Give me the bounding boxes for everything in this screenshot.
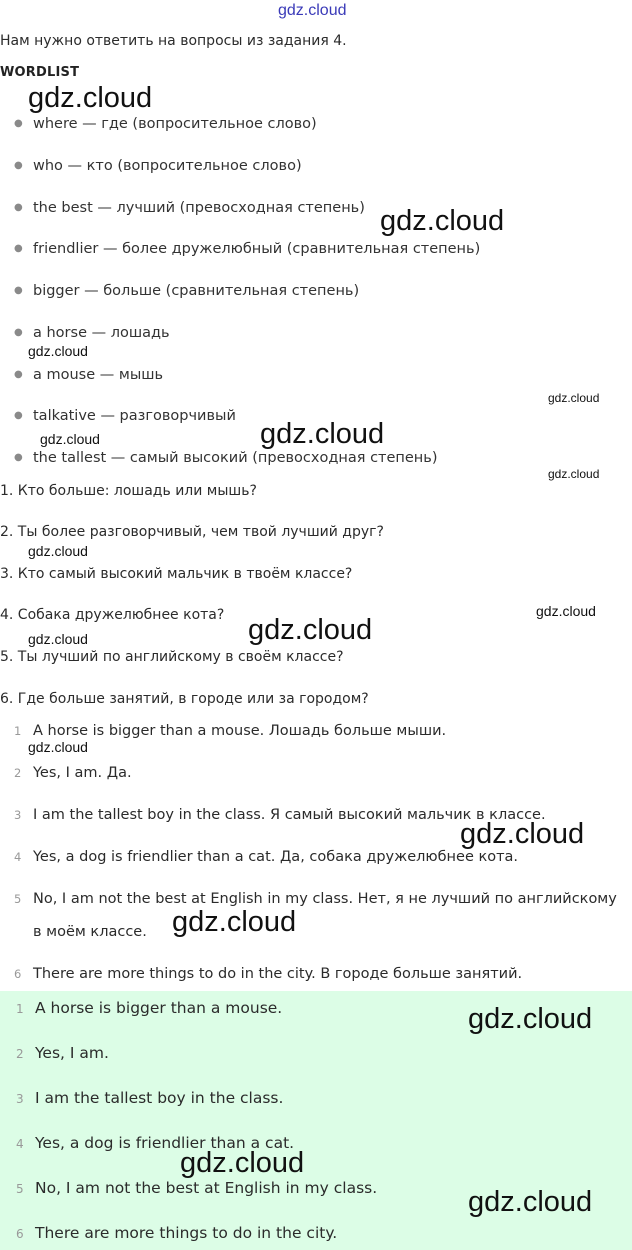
watermark-top: gdz.cloud: [278, 2, 347, 19]
bullet-icon: ●: [14, 285, 23, 296]
answer-item: [14, 723, 446, 739]
final-answer-item: [16, 999, 282, 1017]
answer-item: [14, 891, 617, 940]
answer-number: 3: [14, 808, 22, 822]
wordlist-item-text: friendlier — более дружелюбный (сравнительная степень): [33, 241, 481, 257]
watermark: gdz.cloud: [28, 739, 88, 755]
bullet-icon: ●: [14, 118, 23, 129]
watermark: gdz.cloud: [536, 603, 596, 619]
wordlist-item-text: bigger — больше (сравнительная степень): [33, 283, 360, 299]
bullet-icon: ●: [14, 243, 23, 254]
final-answer-text: Yes, a dog is friendlier than a cat.: [35, 1134, 295, 1152]
wordlist-item: [14, 450, 438, 466]
wordlist-item: [14, 116, 317, 132]
final-answer-item: [16, 1044, 109, 1062]
watermark: gdz.cloud: [380, 205, 505, 237]
bullet-icon: ●: [14, 160, 23, 171]
wordlist-item: [14, 241, 480, 257]
answer-item: [14, 849, 518, 865]
wordlist-item: [14, 408, 236, 424]
wordlist-item-text: where — где (вопросительное слово): [33, 116, 317, 132]
watermark: gdz.cloud: [468, 1003, 593, 1035]
question: 3. Кто самый высокий мальчик в твоём классе?: [0, 566, 353, 582]
final-answer-number: 2: [16, 1047, 24, 1061]
answer-item: [14, 765, 132, 781]
wordlist-item-text: the best — лучший (превосходная степень): [33, 200, 365, 216]
wordlist-item: [14, 158, 302, 174]
bullet-icon: ●: [14, 369, 23, 380]
final-answer-number: 6: [16, 1227, 24, 1241]
wordlist-item-text: talkative — разговорчивый: [33, 408, 236, 424]
watermark: gdz.cloud: [28, 343, 88, 359]
watermark: gdz.cloud: [248, 614, 373, 646]
answer-text: Yes, I am. Да.: [33, 765, 132, 781]
question: 6. Где больше занятий, в городе или за городом?: [0, 691, 369, 707]
answer-number: 6: [14, 967, 22, 981]
final-answer-text: I am the tallest boy in the class.: [35, 1089, 284, 1107]
answer-text: There are more things to do in the city. В городе больше занятий.: [33, 966, 523, 982]
watermark: gdz.cloud: [260, 418, 385, 450]
answer-number: 1: [14, 724, 22, 738]
watermark: gdz.cloud: [548, 391, 600, 405]
watermark: gdz.cloud: [180, 1147, 305, 1179]
final-answer-item: [16, 1224, 337, 1242]
answer-number: 2: [14, 766, 22, 780]
wordlist-item-text: the tallest — самый высокий (превосходная степень): [33, 450, 438, 466]
answer-text: No, I am not the best at English in my class. Нет, я не лучший по английскому: [33, 891, 617, 907]
wordlist-item: [14, 200, 365, 216]
watermark: gdz.cloud: [172, 906, 297, 938]
wordlist-item: [14, 283, 359, 299]
bullet-icon: ●: [14, 327, 23, 338]
wordlist-item: [14, 367, 163, 383]
watermark: gdz.cloud: [40, 431, 100, 447]
wordlist-item-text: who — кто (вопросительное слово): [33, 158, 302, 174]
answer-text-continued: в моём классе.: [33, 924, 147, 940]
wordlist-item-text: a mouse — мышь: [33, 367, 164, 383]
final-answer-text: A horse is bigger than a mouse.: [35, 999, 283, 1017]
final-answer-text: Yes, I am.: [35, 1044, 109, 1062]
question: 2. Ты более разговорчивый, чем твой лучший друг?: [0, 524, 384, 540]
final-answer-text: There are more things to do in the city.: [35, 1224, 338, 1242]
wordlist-title: WORDLIST: [0, 65, 80, 80]
watermark: gdz.cloud: [460, 818, 585, 850]
watermark: gdz.cloud: [468, 1186, 593, 1218]
final-answer-number: 3: [16, 1092, 24, 1106]
watermark: gdz.cloud: [548, 467, 600, 481]
watermark: gdz.cloud: [28, 631, 88, 647]
question: 4. Собака дружелюбнее кота?: [0, 607, 225, 623]
final-answer-number: 4: [16, 1137, 24, 1151]
answer-text: I am the tallest boy in the class. Я самый высокий мальчик в классе.: [33, 807, 546, 823]
question: 1. Кто больше: лошадь или мышь?: [0, 483, 257, 499]
wordlist-item: [14, 325, 170, 341]
watermark: gdz.cloud: [28, 543, 88, 559]
final-answer-number: 5: [16, 1182, 24, 1196]
final-answer-item: [16, 1179, 377, 1197]
answer-number: 5: [14, 892, 22, 906]
answer-text: A horse is bigger than a mouse. Лошадь больше мыши.: [33, 723, 447, 739]
answer-text: Yes, a dog is friendlier than a cat. Да, собака дружелюбнее кота.: [33, 849, 519, 865]
question: 5. Ты лучший по английскому в своём классе?: [0, 649, 344, 665]
bullet-icon: ●: [14, 410, 23, 421]
watermark: gdz.cloud: [28, 82, 153, 114]
final-answer-text: No, I am not the best at English in my class.: [35, 1179, 378, 1197]
bullet-icon: ●: [14, 202, 23, 213]
final-answer-item: [16, 1089, 283, 1107]
final-answer-number: 1: [16, 1002, 24, 1016]
answer-item: [14, 966, 522, 982]
wordlist-item-text: a horse — лошадь: [33, 325, 170, 341]
bullet-icon: ●: [14, 452, 23, 463]
intro-text: Нам нужно ответить на вопросы из задания 4.: [0, 33, 347, 49]
answer-number: 4: [14, 850, 22, 864]
